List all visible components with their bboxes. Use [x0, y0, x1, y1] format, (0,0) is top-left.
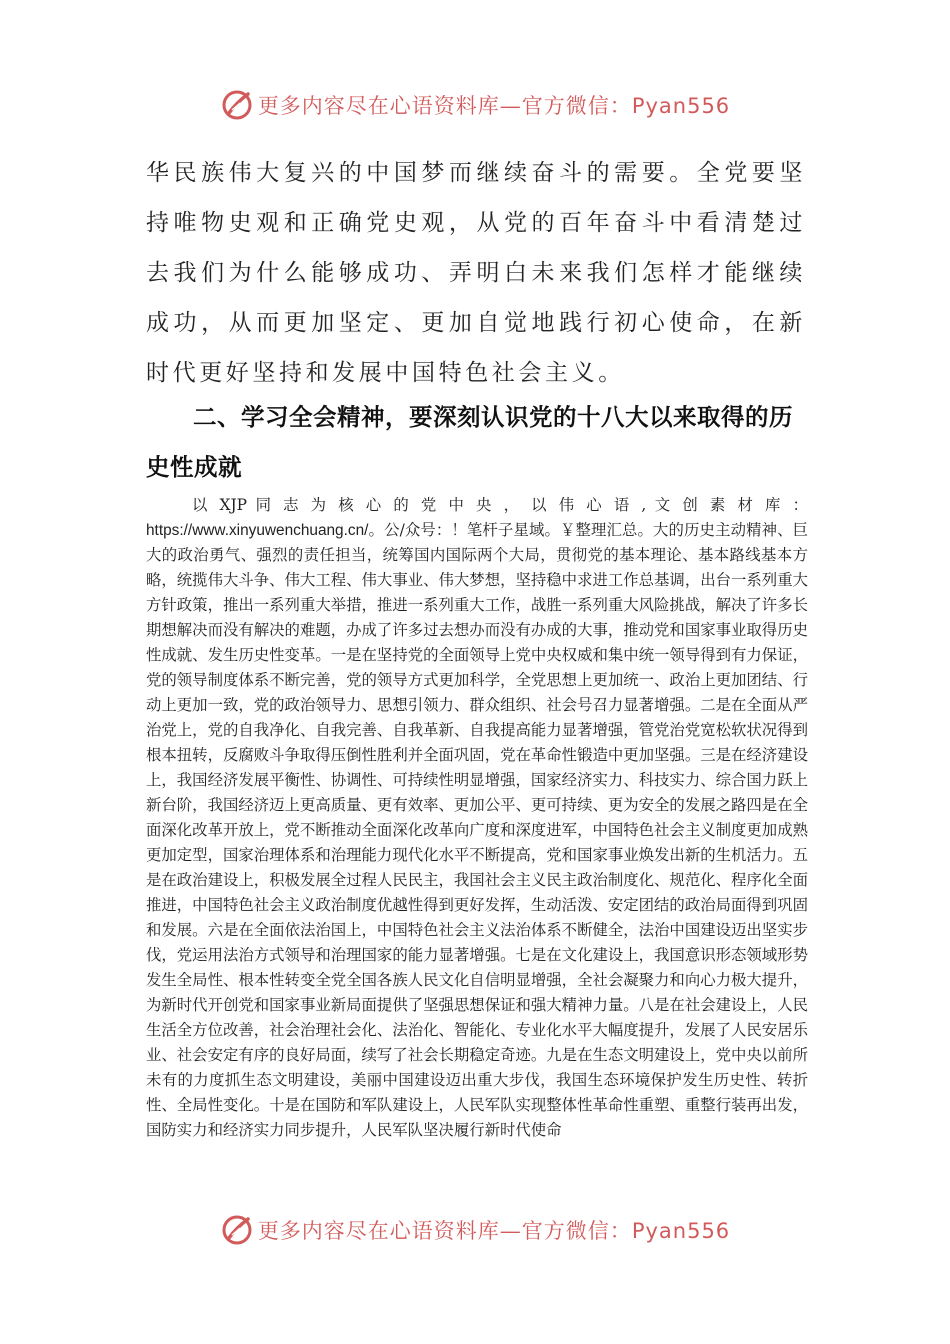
body-rest: 。公/众号：！笔杆子星域。￥整理汇总。大的历史主动精神、巨大的政治勇气、强烈的责任担当，统筹国内国际两个大局，贯彻党的基本理论、基本路线基本方略，统揽伟大斗争、伟大工程、伟大事业、伟大梦想，坚持稳中求进工作总基调，出台一系列重大方针政策，推出一系列重大举措，推进一系列重大工作，战胜一系列重大风险挑战，解决了许多长期想解决而没有解决的难题，办成了许多过去想办而没有办成的大事，推动党和国家事业取得历史性成就、发生历史性变革。一是在坚持党的全面领导上党中央权威和集中统一领导得到有力保证，党的领导制度体系不断完善，党的领导方式更加科学，全党思想上更加统一、政治上更加团结、行动上更加一致，党的政治领导力、思想引领力、群众组织、社会号召力显著增强。二是在全面从严治党上，党的自我净化、自我完善、自我革新、自我提高能力显著增强，管党治党宽松软状况得到根本扭转，反腐败斗争取得压倒性胜利并全面巩固，党在革命性锻造中更加坚强。三是在经济建设上，我国经济发展平衡性、协调性、可持续性明显增强，国家经济实力、科技实力、综合国力跃上新台阶，我国经济迈上更高质量、更有效率、更加公平、更可持续、更为安全的发展之路四是在全面深化改革开放上，党不断推动全面深化改革向广度和深度进军，中国特色社会主义制度更加成熟更加定型，国家治理体系和治理能力现代化水平不断提高，党和国家事业焕发出新的生机活力。五是在政治建设上，积极发展全过程人民民主，我国社会主义民主政治制度化、规范化、程序化全面推进，中国特色社会主义政治制度优越性得到更好发挥，生动活泼、安定团结的政治局面得到巩固和发展。六是在全面依法治国上，中国特色社会主义法治体系不断健全，法治中国建设迈出坚实步伐，党运用法治方式领导和治理国家的能力显著增强。七是在文化建设上，我国意识形态领域形势发生全局性、根本性转变全党全国各族人民文化自信明显增强，全社会凝聚力和向心力极大提升，为新时代开创党和国家事业新局面提供了坚强思想保证和强大精神力量。八是在社会建设上，人民生活全方位改善，社会治理社会化、法治化、智能化、专业化水平大幅度提升，发展了人民安居乐业、社会安定有序的良好局面，续写了社会长期稳定奇迹。九是在生态文明建设上，党中央以前所未有的力度抓生态文明建设，美丽中国建设迈出重大步伐，我国生态环境保护发生历史性、转折性、全局性变化。十是在国防和军队建设上，人民军队实现整体性革命性重塑、重整行装再出发，国防实力和经济实力同步提升，人民军队坚决履行新时代使命 — [146, 521, 808, 1139]
brush-logo-icon — [220, 88, 254, 122]
body-paragraph — [146, 493, 808, 1143]
brush-logo-icon — [220, 1213, 254, 1247]
body-lead: 以 XJP 同 志 为 核 心 的 党 中 央 ， 以 伟 心 语 , 文 创 素 材 库 ： — [192, 496, 808, 514]
watermark-text: 更多内容尽在心语资料库—官方微信：Pyan556 — [257, 1219, 731, 1243]
watermark-banner-bottom — [0, 1205, 950, 1255]
body-url: https://www.xinyuwenchuang.cn/ — [146, 522, 369, 539]
watermark-text: 更多内容尽在心语资料库—官方微信：Pyan556 — [257, 94, 731, 118]
watermark-banner-top — [0, 80, 950, 130]
wechat-id: Pyan556 — [631, 1219, 731, 1243]
intro-paragraph: 华民族伟大复兴的中国梦而继续奋斗的需要。全党要坚持唯物史观和正确党史观，从党的百年奋斗中看清楚过去我们为什么能够成功、弄明白未来我们怎样才能继续成功，从而更加坚定、更加自觉地践行初心使命，在新时代更好坚持和发展中国特色社会主义。 — [146, 160, 806, 386]
wechat-id: Pyan556 — [631, 94, 731, 118]
section-heading: 二、学习全会精神，要深刻认识党的十八大以来取得的历史性成就 — [146, 403, 793, 481]
